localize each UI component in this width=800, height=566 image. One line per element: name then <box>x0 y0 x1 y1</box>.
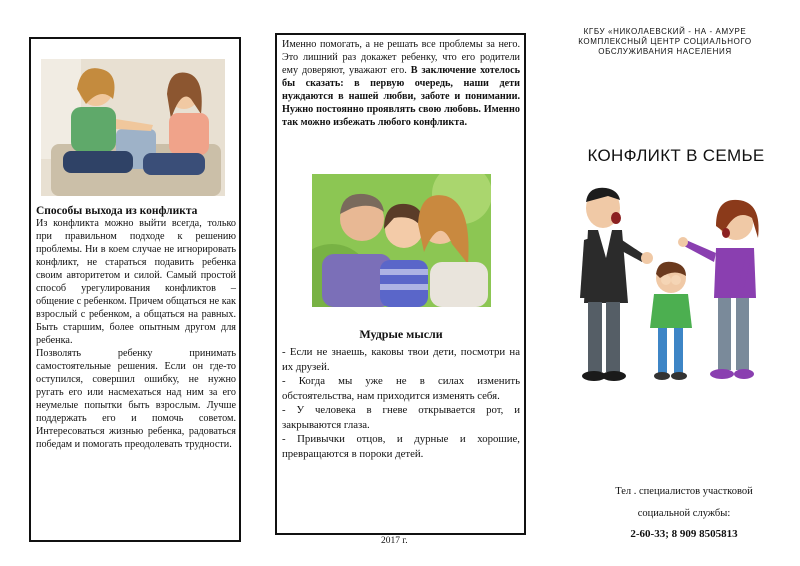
year-label: 2017 г. <box>381 536 408 546</box>
thought-item: - Когда мы уже не в силах изменить обстоятельства, нам приходится изменять себя. <box>282 375 520 402</box>
conclusion-plain: Именно помогать, а не решать все проблемы за него. Это лишний раз докажет ребенку, что его родители ему доверяют, уважают его. <box>282 39 520 76</box>
conclusion-paragraph <box>282 38 520 129</box>
paragraph: Из конфликта можно выйти всегда, только при правильном подходе к решению проблемы. Ни в коем случае не игнорировать конфликт, не стараться подавить ребенка своим авторитетом и силой. Самый простой способ урегулирования конфликтов – общение с ребенком. Причем общаться не как взрослый с ребенком, а общаться на равных. Быть старшим, более опытным другом для ребенка. <box>36 218 236 346</box>
thought-item: - У человека в гневе открывается рот, и закрываются глаза. <box>282 404 520 431</box>
brochure-title: КОНФЛИКТ В СЕМЬЕ <box>587 146 765 165</box>
contact-line: Тел . специалистов участковой <box>615 486 753 497</box>
middle-panel <box>275 33 526 535</box>
thought-item: - Привычки отцов, и дурные и хорошие, превращаются в пороки детей. <box>282 433 520 460</box>
thoughts-title: Мудрые мысли <box>359 327 443 341</box>
child-figure <box>650 262 692 380</box>
section-title: Способы выхода из конфликта <box>36 205 198 217</box>
left-panel <box>29 37 241 542</box>
conclusion-bold: В заключение хотелось бы сказать: в первую очередь, наши дети нуждаются в нашей любви, заботе и понимании. Нужно постоянно проявлять свою любовь. Именно так можно избежать любого конфликта. <box>282 65 520 128</box>
family-conflict-illustration <box>566 178 776 398</box>
family-photo <box>312 174 491 307</box>
phone-numbers: 2-60-33; 8 909 8505813 <box>630 528 738 540</box>
org-line: КОМПЛЕКСНЫЙ ЦЕНТР СОЦИАЛЬНОГО <box>578 37 752 46</box>
organization-name <box>565 27 765 57</box>
mother-daughter-photo <box>41 59 225 196</box>
paragraph: Позволять ребенку принимать самостоятельные решения. Если он где-то оступился, совершил ошибку, не нужно ругать его или насмехаться над ним за его неумелые попытки быть взрослым. Лучше поддержать его и помочь советом. Интересоваться жизнью ребенка, радоваться победам и помогать преодолевать трудности. <box>36 348 236 450</box>
father-figure <box>580 188 653 381</box>
org-line: ОБСЛУЖИВАНИЯ НАСЕЛЕНИЯ <box>598 47 732 56</box>
org-line: КГБУ «НИКОЛАЕВСКИЙ - НА - АМУРЕ <box>583 27 747 36</box>
mother-figure <box>678 200 759 379</box>
thought-item: - Если не знаешь, каковы твои дети, посмотри на их друзей. <box>282 346 520 373</box>
contact-line: социальной службы: <box>637 508 731 519</box>
